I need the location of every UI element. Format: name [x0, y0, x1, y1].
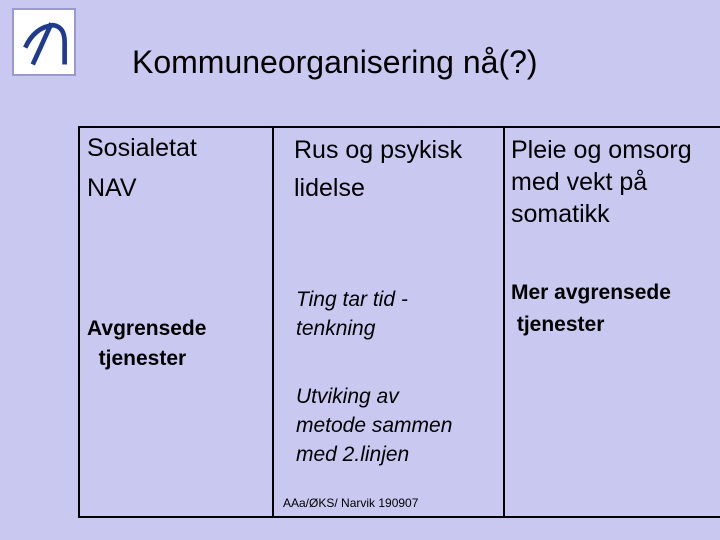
col1-note-line2: tjenester — [87, 347, 187, 370]
page-title: Kommuneorganisering nå(?) — [132, 44, 538, 80]
col1-heading-line2: NAV — [87, 174, 137, 202]
col2-note1-line1: Ting tar tid - — [296, 288, 408, 311]
logo-icon — [12, 8, 76, 76]
col3-heading-line1: Pleie og omsorg — [511, 136, 692, 164]
col3-heading-line2: med vekt på — [511, 168, 648, 196]
col3-note-line2: tjenester — [511, 313, 605, 336]
col2-note2-line1: Utviking av — [296, 385, 399, 408]
column-divider-2 — [503, 126, 505, 518]
col2-note2-line2: metode sammen — [296, 414, 453, 437]
footer-text: AAa/ØKS/ Narvik 190907 — [283, 496, 419, 510]
col1-note-line1: Avgrensede — [87, 317, 207, 340]
col2-note1-line2: tenkning — [296, 317, 376, 340]
col2-heading-line1: Rus og psykisk — [294, 136, 463, 164]
col1-heading-line1: Sosialetat — [87, 134, 197, 162]
col2-note2-line3: med 2.linjen — [296, 443, 410, 466]
col2-heading-line2: lidelse — [294, 174, 365, 202]
col3-heading-line3: somatikk — [511, 200, 610, 228]
column-divider-1 — [272, 126, 274, 518]
col3-note-line1: Mer avgrensede — [511, 281, 671, 304]
